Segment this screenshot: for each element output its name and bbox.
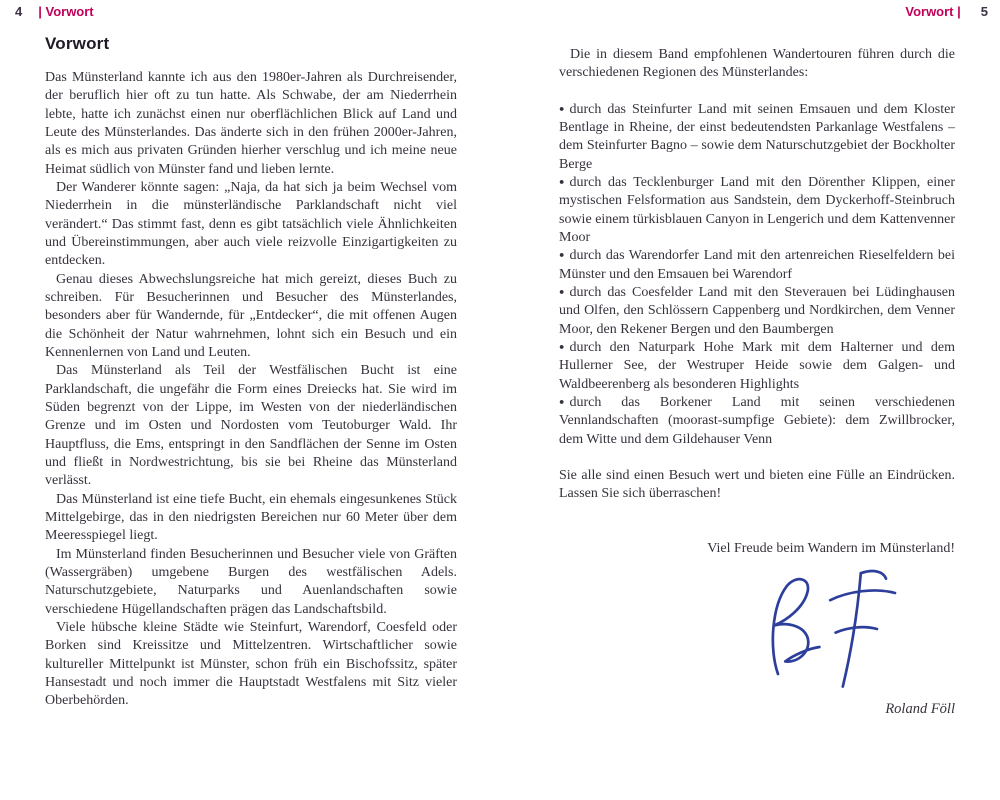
bullet-icon: ● bbox=[559, 176, 565, 187]
list-item bbox=[559, 339, 955, 394]
left-running-header bbox=[15, 4, 94, 19]
right-header-label: Vorwort | bbox=[905, 4, 961, 19]
list-item bbox=[559, 174, 955, 247]
page-columns bbox=[45, 34, 955, 719]
left-header-label: | Vorwort bbox=[38, 4, 94, 19]
list-item-text: durch das Borkener Land mit seinen verschiedenen Vennlandschaften (moorast-sumpfige Gebiete): dem Zwillbrocker, dem Witte und dem Gildehauser Venn bbox=[559, 394, 955, 447]
paragraph: Das Münsterland als Teil der Westfälischen Bucht ist eine Parklandschaft, die ungefähr die Form eines Dreiecks hat. Sie wird im Süden begrenzt von der Lippe, im Westen von der niederländischen Grenze und im Osten und Nordosten vom Teutoburger Wald. Ihr Hauptfluss, die Ems, entspringt in den Sandflächen der Senne im Osten und fließt in Nordwestrichtung, bis sie bei Rheine das Münsterland verlässt. bbox=[45, 363, 457, 489]
right-page bbox=[559, 34, 955, 719]
paragraph: Der Wanderer könnte sagen: „Naja, da hat sich ja beim Wechsel vom Niederrhein in die münsterländische Parklandschaft nicht viel verändert.“ Das stimmt fast, denn es gibt tatsächlich viele Ähnlichkeiten und Übereinstimmungen, aber auch viele reizvolle Einzigartigkeiten zu entdecken. bbox=[45, 179, 457, 269]
list-item-text: durch das Warendorfer Land mit den artenreichen Rieselfeldern bei Münster und den Emsauen bei Warendorf bbox=[559, 248, 955, 282]
handwritten-signature bbox=[559, 566, 955, 694]
paragraph: Genau dieses Abwechslungsreiche hat mich gereizt, dieses Buch zu schreiben. Für Besucherinnen und Besucher des Münsterlandes, besonders aber für Wandernde, für „Entdecker“, die mit offenen Augen die Schönheit der Natur wahrnehmen, lohnt sich ein Besuch und ein Kennenlernen von Land und Leuten. bbox=[45, 271, 457, 360]
list-item-text: durch das Tecklenburger Land mit den Dörenther Klippen, einer mystischen Felsformation aus Sandstein, dem Dyckerhoff-Steinbruch sowie einem türkisblauen Canyon in Lengerich und dem Kattenvenner Moor bbox=[559, 174, 955, 245]
paragraph: Das Münsterland kannte ich aus den 1980er-Jahren als Durchreisender, der beruflich hier oft zu tun hatte. Als Schwabe, der am Niederrhein lebte, hatte ich zunächst einen nur oberflächlichen Blick auf Land und Leute des Münsterlandes. Das änderte sich in den frühen 2000er-Jahren, als es mich aus privaten Gründen hierher verschlug und ich meine neue Heimat südlich von Münster fand und lieben lernte. bbox=[45, 70, 457, 177]
left-page bbox=[45, 34, 457, 719]
right-running-header bbox=[905, 4, 988, 19]
paragraph: Viele hübsche kleine Städte wie Steinfurt, Warendorf, Coesfeld oder Borken sind Kreissitze und Mittelzentren. Wirtschaftlicher sowie kultureller Mittelpunkt ist Münster, schon früh ein Bischofssitz, später Hansestadt und noch immer die Hauptstadt Westfalens mit Sitz vieler Oberbehörden. bbox=[45, 619, 457, 709]
list-item bbox=[559, 394, 955, 449]
bullet-icon: ● bbox=[559, 286, 565, 297]
list-item-text: durch das Coesfelder Land mit den Steverauen bei Lüdinghausen und Olfen, den Schlössern Cappenberg und Nordkirchen, dem Venner Moor, den Rekener Bergen und den Baumbergen bbox=[559, 284, 955, 337]
farewell-line: Viel Freude beim Wandern im Münsterland! bbox=[707, 540, 955, 556]
left-page-number: 4 bbox=[15, 4, 23, 19]
author-name: Roland Föll bbox=[885, 700, 955, 717]
signature-scrawl-icon bbox=[737, 566, 927, 692]
bullet-icon: ● bbox=[559, 341, 565, 352]
intro-paragraph: Die in diesem Band empfohlenen Wandertouren führen durch die verschiedenen Regionen des Münsterlandes: bbox=[559, 47, 955, 81]
list-item-text: durch das Steinfurter Land mit seinen Emsauen und dem Kloster Bentlage in Rheine, der einst bedeutendsten Parkanlage Westfalens – dem Steinfurter Bagno – sowie dem Naturschutzgebiet der Bockholter Berge bbox=[559, 101, 955, 172]
list-item-text: durch den Naturpark Hohe Mark mit dem Halterner und dem Hullerner See, der Westruper Heide sowie dem Galgen- und Waldbeerenberg als besonderen Highlights bbox=[559, 339, 955, 392]
paragraph: Im Münsterland finden Besucherinnen und Besucher viele von Gräften (Wassergräben) umgebene Burgen des westfälischen Adels. Naturschutzgebiete, Naturparks und Auenlandschaften sowie verschiedene Hügellandschaften prägen das Landschaftsbild. bbox=[45, 546, 457, 617]
list-item bbox=[559, 101, 955, 174]
list-item bbox=[559, 247, 955, 284]
closing-paragraph: Sie alle sind einen Besuch wert und bieten eine Fülle an Eindrücken. Lassen Sie sich überraschen! bbox=[559, 467, 955, 502]
bullet-icon: ● bbox=[559, 396, 565, 407]
running-header bbox=[15, 4, 988, 19]
list-item bbox=[559, 284, 955, 339]
bullet-icon: ● bbox=[559, 103, 565, 114]
bullet-icon: ● bbox=[559, 249, 565, 260]
page-title: Vorwort bbox=[45, 34, 110, 53]
tour-region-list bbox=[559, 101, 955, 449]
right-page-number: 5 bbox=[980, 4, 988, 19]
paragraph: Das Münsterland ist eine tiefe Bucht, ein ehemals eingesunkenes Stück Mittelgebirge, das in den niedrigsten Bereichen nur 60 Meter über dem Meeresspiegel liegt. bbox=[45, 491, 457, 544]
